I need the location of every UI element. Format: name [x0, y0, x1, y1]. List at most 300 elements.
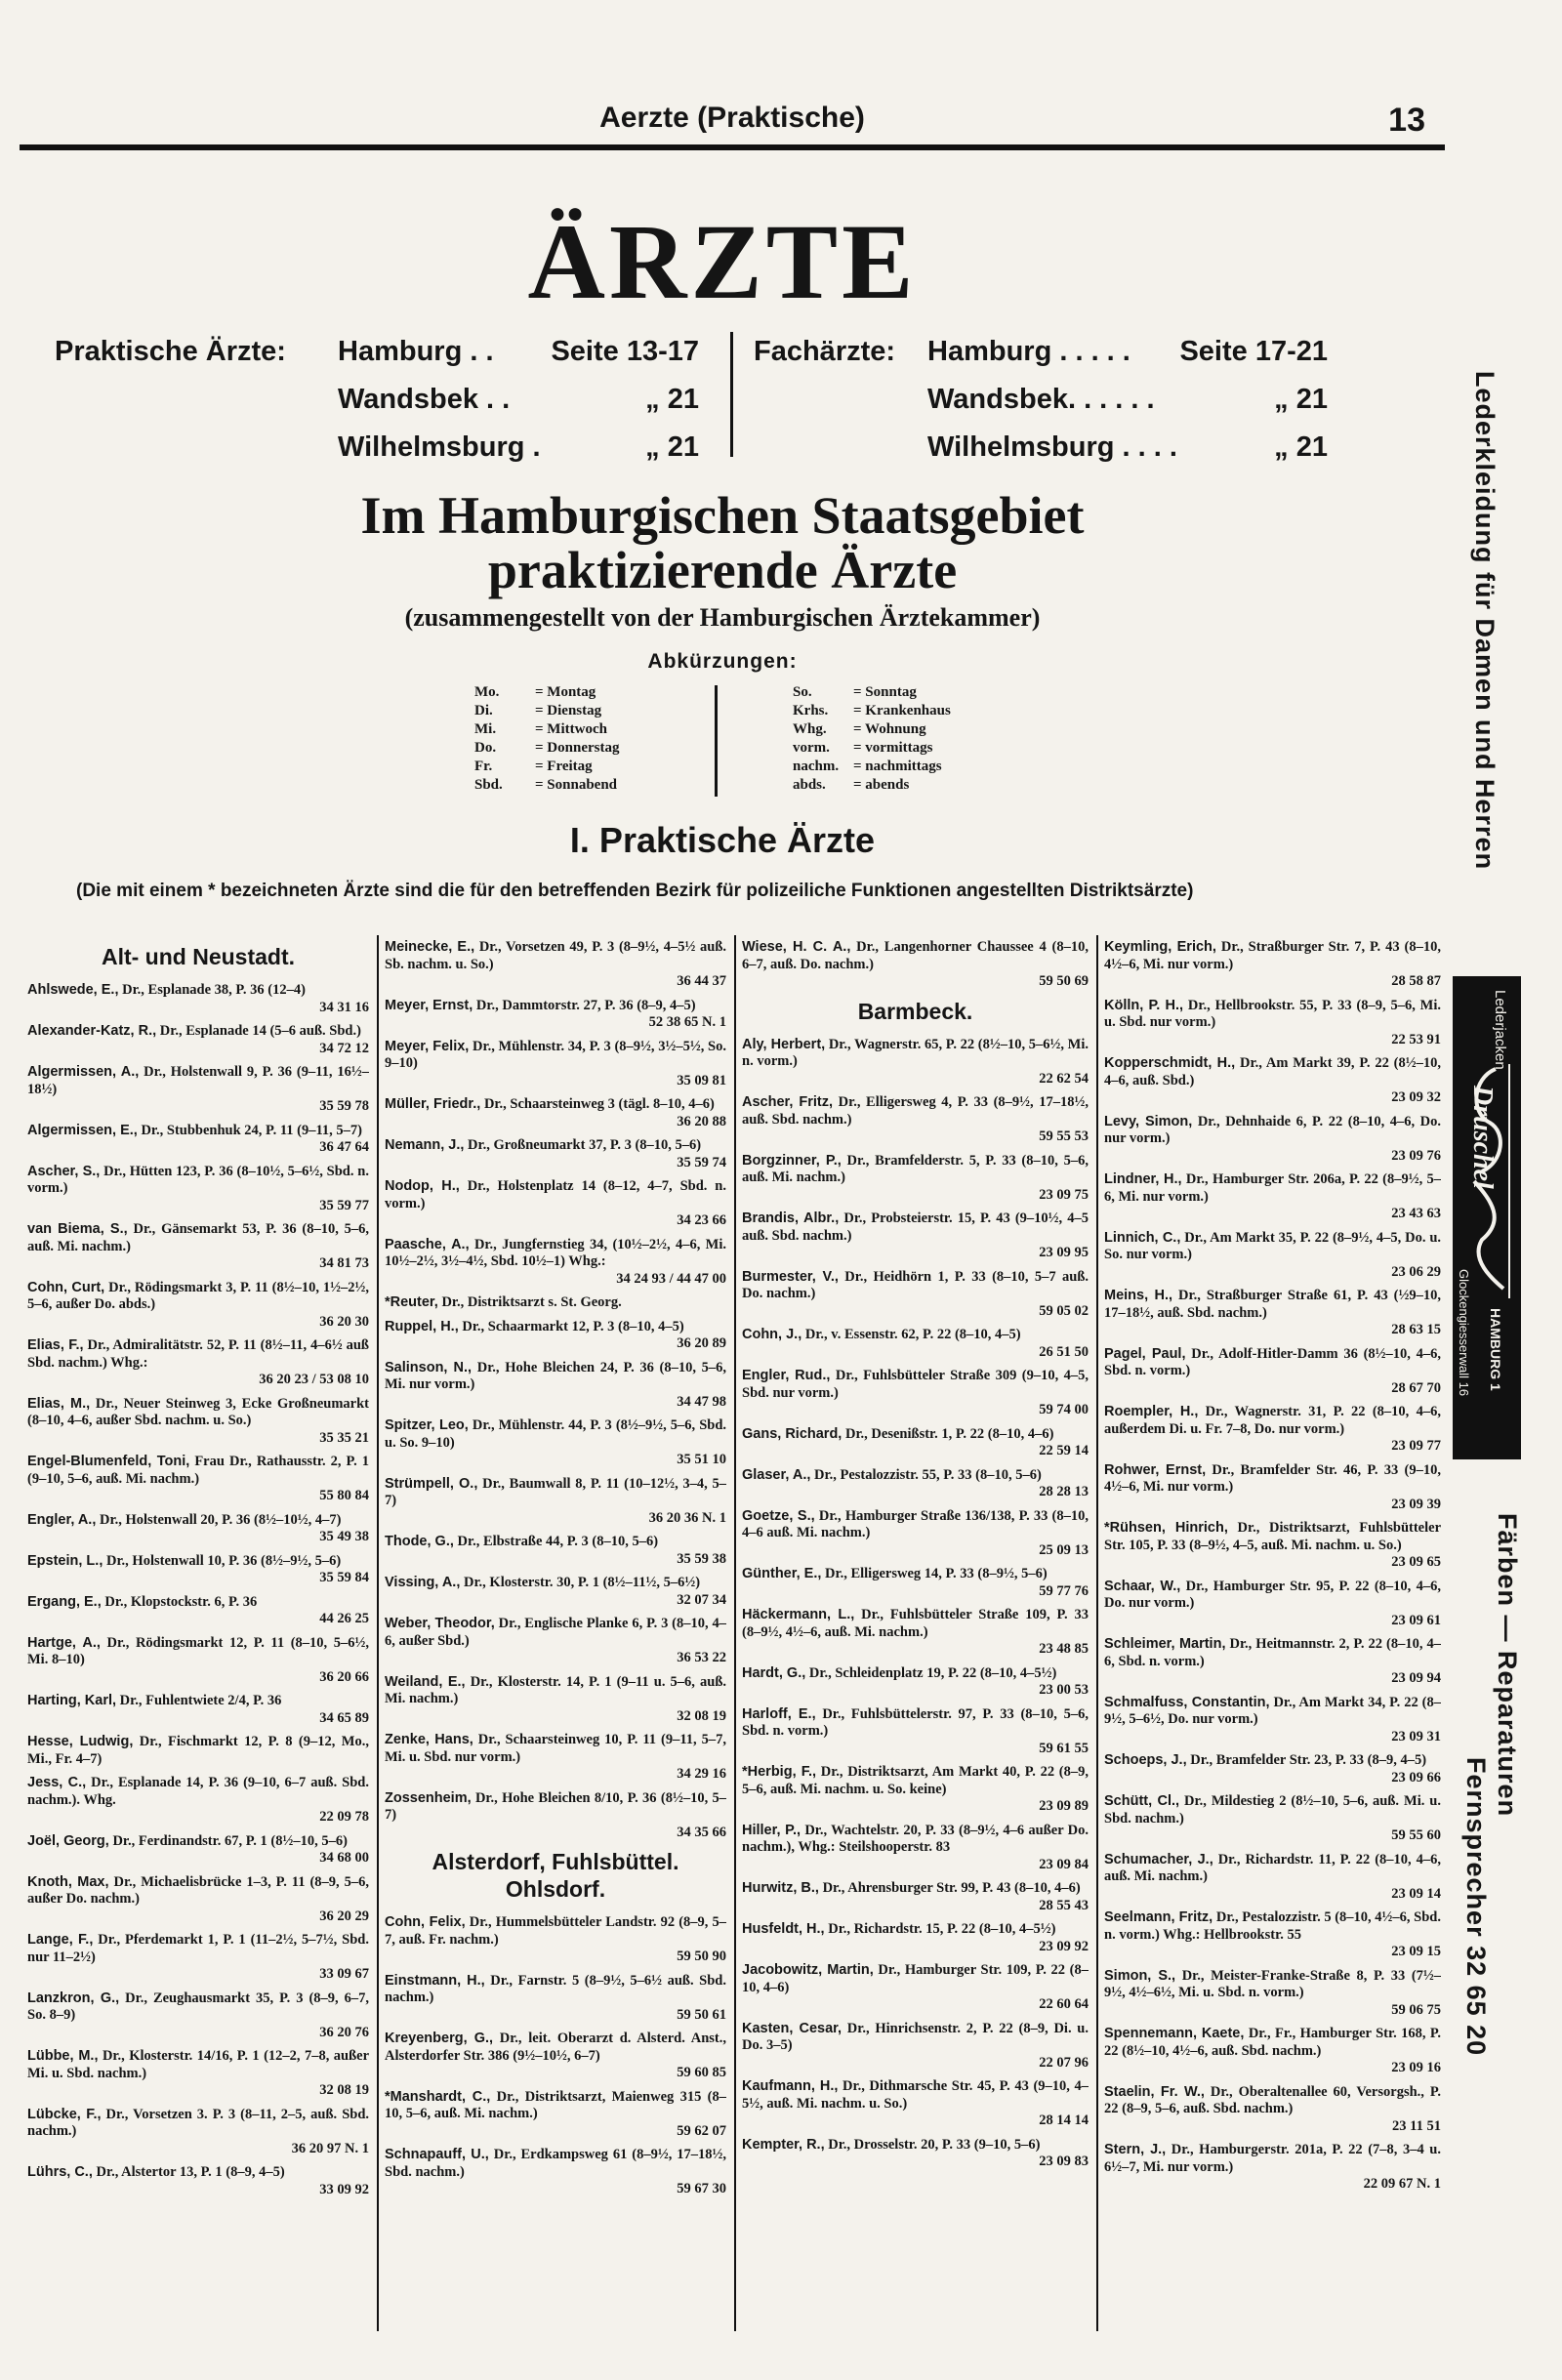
doctor-details: Dr., Holstenwall 10, P. 36 (8½–9½, 5–6): [105, 1552, 342, 1569]
doctor-name: Roempler, H.,: [1104, 1404, 1199, 1419]
doctor-details: Dr., Desenißstr. 1, P. 22 (8–10, 4–6): [844, 1425, 1054, 1442]
phone-number: 59 61 55: [1039, 1740, 1089, 1756]
doctor-entry: [1104, 2026, 1441, 2077]
doctor-entry: [385, 1616, 726, 1667]
phone-number: 25 09 13: [1039, 1541, 1089, 1558]
phone-number: 34 47 98: [677, 1393, 726, 1410]
logo-city: HAMBURG 1: [1488, 1308, 1503, 1391]
doctor-name: Staelin, Fr. W.,: [1104, 2083, 1205, 2100]
doctor-details: Dr., Fuhlsbütteler Straße 109, P. 33 (8–9½, 4½–6, auß. Mi. nachm.): [742, 1607, 1089, 1640]
doctor-name: Meyer, Felix,: [385, 1038, 470, 1054]
phone-number: 55 80 84: [319, 1488, 369, 1503]
phone-number: 34 72 12: [319, 1040, 369, 1056]
phone-number: 23 09 89: [1039, 1798, 1089, 1814]
doctor-details: Dr., Vorsetzen 3. P. 3 (8–11, 2–5, auß. Sbd. nachm.): [27, 2106, 369, 2139]
doctor-details: Dr., Rödingsmarkt 12, P. 11 (8–10, 5–6½, Mi. 8–10): [27, 1634, 369, 1667]
phone-number: 34 35 66: [677, 1824, 726, 1840]
phone-number: 28 28 13: [1039, 1484, 1089, 1499]
phone-number: 28 63 15: [1391, 1322, 1441, 1337]
doctor-entry: [742, 939, 1089, 991]
doctor-entry: [27, 1337, 369, 1389]
doctor-details: Dr., Jungfernstieg 34, (10½–2½, 4–6, Mi. 10½–2½, 3½–4½, Sbd. 10½–1) Whg.:: [385, 1236, 726, 1269]
doctor-entry: [27, 1221, 369, 1273]
doctor-details: Dr., Klosterstr. 30, P. 1 (8½–11½, 5–6½): [463, 1575, 701, 1590]
abbr-key: Sbd.: [474, 777, 503, 793]
phone-number: 59 50 61: [677, 2006, 726, 2023]
doctor-entry: [1104, 1462, 1441, 1514]
doctor-name: Aly, Herbert,: [742, 1036, 826, 1052]
phone-number: 22 09 78: [319, 1809, 369, 1825]
doctor-name: Einstmann, H.,: [385, 1972, 485, 1989]
doctor-details: Dr., Wagnerstr. 31, P. 22 (8–10, 4–6, außerdem Di. u. Fr. 7–8, Do. nur vorm.): [1104, 1404, 1441, 1437]
doctor-name: Ahlswede, E.,: [27, 982, 119, 998]
phone-number: 23 48 85: [1039, 1641, 1089, 1657]
logo-street: Glockengiesserwall 16: [1457, 1269, 1471, 1397]
phone-number: 59 74 00: [1039, 1402, 1089, 1417]
doctor-entry: [1104, 1636, 1441, 1688]
doctor-name: Harting, Karl,: [27, 1693, 117, 1708]
doctor-details: Dr., Esplanade 38, P. 36 (12–4): [122, 982, 306, 998]
doctor-details: Dr., Mühlenstr. 44, P. 3 (8½–9½, 5–6, Sbd. u. So. 9–10): [385, 1417, 726, 1451]
doctor-details: Dr., Erdkampsweg 61 (8–9½, 17–18½, Sbd. nachm.): [385, 2147, 726, 2180]
doctor-entry: [27, 1874, 369, 1926]
phone-number: 23 09 65: [1391, 1554, 1441, 1570]
doctor-name: Ascher, S.,: [27, 1163, 101, 1179]
doctor-name: *Rühsen, Hinrich,: [1104, 1520, 1228, 1536]
doctor-entry: [385, 1534, 726, 1568]
doctor-name: Levy, Simon,: [1104, 1113, 1193, 1129]
doctor-entry: [385, 1096, 726, 1130]
doctor-name: Schütt, Cl.,: [1104, 1793, 1180, 1809]
doctor-details: Dr., Klopstockstr. 6, P. 36: [104, 1593, 258, 1610]
doctor-details: Dr., Heitmannstr. 2, P. 22 (8–10, 4–6, Sbd. n. vorm.): [1104, 1636, 1441, 1669]
phone-number: 23 11 51: [1392, 2117, 1441, 2134]
phone-number: 34 81 73: [319, 1255, 369, 1271]
abbr-value: = Dienstag: [535, 703, 602, 718]
phone-number: 23 09 14: [1391, 1885, 1441, 1902]
doctor-details: Dr., Dammtorstr. 27, P. 36 (8–9, 4–5): [475, 997, 696, 1013]
doctor-name: Spennemann, Kaete,: [1104, 2026, 1245, 2041]
toc-page: „ 21: [1274, 384, 1328, 415]
doctor-name: Wiese, H. C. A.,: [742, 939, 851, 955]
phone-number: 23 09 75: [1039, 1186, 1089, 1203]
phone-number: 36 20 88: [677, 1113, 726, 1129]
phone-number: 23 09 94: [1391, 1670, 1441, 1686]
doctor-entry: [1104, 939, 1441, 991]
doctor-details: Dr., Distriktsarzt, Maienweg 315 (8–10, 5–6, auß. Mi. nachm.): [385, 2088, 726, 2121]
doctor-name: Seelmann, Fritz,: [1104, 1909, 1213, 1925]
doctor-entry: [27, 1932, 369, 1984]
doctor-details: Dr., Baumwall 8, P. 11 (10–12½, 3–4, 5–7): [385, 1475, 726, 1508]
toc-right-label: Fachärzte:: [754, 336, 896, 367]
abbr-value: = Montag: [535, 684, 596, 700]
phone-number: 36 53 22: [677, 1650, 726, 1665]
doctor-name: Hartge, A.,: [27, 1634, 101, 1651]
doctor-entry: [1104, 1968, 1441, 2020]
doctor-entry: [385, 1790, 726, 1842]
doctor-name: Hesse, Ludwig,: [27, 1734, 134, 1749]
doctor-details: Dr., Hummelsbütteler Landstr. 92 (8–9, 5–7, auß. Fr. nachm.): [385, 1914, 726, 1948]
phone-number: 23 09 32: [1391, 1089, 1441, 1105]
phone-number: 52 38 65 N. 1: [648, 1014, 726, 1030]
doctor-name: Meyer, Ernst,: [385, 997, 473, 1013]
doctor-name: Ascher, Fritz,: [742, 1094, 834, 1110]
doctor-details: Dr., Schaarsteinweg 10, P. 11 (9–11, 5–7, Mi. u. Sbd. nur vorm.): [385, 1732, 726, 1765]
ad-dyeing-repairs: Färben — Reparaturen: [1493, 1513, 1522, 1818]
phone-number: 36 20 23 / 53 08 10: [259, 1372, 369, 1387]
doctor-entry: [742, 1327, 1089, 1361]
doctor-details: Frau Dr., Rathausstr. 2, P. 1 (9–10, 5–6, auß. Mi. nachm.): [27, 1454, 369, 1487]
phone-number: 23 09 84: [1039, 1856, 1089, 1872]
doctor-name: Lübcke, F.,: [27, 2106, 102, 2122]
doctor-entry: [27, 1164, 369, 1215]
phone-number: 34 23 66: [677, 1212, 726, 1228]
abbreviations-right: [793, 683, 951, 795]
doctor-name: Jess, C.,: [27, 1775, 87, 1790]
doctor-name: Burmester, V.,: [742, 1268, 839, 1285]
abbr-value: = Sonnabend: [535, 777, 618, 793]
doctor-details: Dr., Fischmarkt 12, P. 8 (9–12, Mo., Mi., Fr. 4–7): [27, 1734, 369, 1767]
toc-divider: [730, 332, 733, 457]
doctor-details: Dr., Hamburgerstr. 201a, P. 22 (7–8, 3–4 u. 6½–7, Mi. nur vorm.): [1104, 2142, 1441, 2175]
doctor-details: Dr., Holstenplatz 14 (8–12, 4–7, Sbd. n. vorm.): [385, 1178, 726, 1211]
doctor-entry: [1104, 1346, 1441, 1398]
phone-number: 23 09 83: [1039, 2154, 1089, 2169]
listing-column-1: [27, 939, 369, 2330]
toc-page: Seite 17-21: [1179, 336, 1328, 367]
phone-number: 59 77 76: [1039, 1582, 1089, 1599]
main-title: ÄRZTE: [527, 202, 918, 321]
phone-number: 22 07 96: [1039, 2054, 1089, 2071]
doctor-entry: [1104, 1520, 1441, 1572]
doctor-entry: [27, 1734, 369, 1768]
doctor-details: Dr., Hinrichsenstr. 2, P. 22 (8–9, Di. u. Do. 3–5): [742, 2020, 1089, 2053]
doctor-details: Dr., Mühlenstr. 34, P. 3 (8–9½, 3½–5½, So. 9–10): [385, 1038, 726, 1071]
doctor-name: Thode, G.,: [385, 1534, 454, 1549]
abbr-value: = Donnerstag: [535, 740, 620, 756]
column-rule: [377, 935, 379, 2331]
doctor-details: Dr., Klosterstr. 14, P. 1 (9–11 u. 5–6, auß. Mi. nachm.): [385, 1673, 726, 1706]
doctor-details: Dr., Hamburger Str. 95, P. 22 (8–10, 4–6, Do. nur vorm.): [1104, 1578, 1441, 1611]
doctor-entry: [742, 1880, 1089, 1914]
doctor-entry: [742, 1467, 1089, 1501]
abbr-key: Di.: [474, 703, 493, 718]
doctor-entry: [742, 1823, 1089, 1874]
doctor-entry: [27, 1123, 369, 1157]
doctor-entry: [385, 1575, 726, 1609]
advertisement-logo: [1453, 976, 1521, 1459]
toc-place: Hamburg . . . . .: [927, 336, 1130, 367]
doctor-details: Dr., Esplanade 14, P. 36 (9–10, 6–7 auß. Sbd. nachm.). Whg.: [27, 1775, 369, 1808]
doctor-name: Nodop, H.,: [385, 1178, 460, 1194]
doctor-name: Lübbe, M.,: [27, 2048, 99, 2064]
doctor-name: *Reuter,: [385, 1294, 438, 1310]
doctor-details: Dr., Zeughausmarkt 35, P. 3 (8–9, 6–7, So. 8–9): [27, 1990, 369, 2023]
doctor-details: Dr., Dithmarsche Str. 45, P. 43 (9–10, 4–5½, auß. Mi. nachm. u. So.): [742, 2078, 1089, 2112]
phone-number: 36 20 89: [677, 1335, 726, 1351]
doctor-details: Dr., leit. Oberarzt d. Alsterd. Anst., Alsterdorfer Str. 386 (9½–10½, 6–7): [385, 2031, 726, 2064]
doctor-name: van Biema, S.,: [27, 1221, 128, 1237]
doctor-details: Dr., Straßburger Str. 7, P. 43 (8–10, 4½–6, Mi. nur vorm.): [1104, 939, 1441, 972]
doctor-entry: [742, 1211, 1089, 1262]
doctor-entry: [1104, 998, 1441, 1049]
phone-number: 22 09 67 N. 1: [1363, 2176, 1441, 2192]
doctor-name: Alexander-Katz, R.,: [27, 1023, 157, 1039]
doctor-entry: [742, 1269, 1089, 1321]
doctor-name: Cohn, J.,: [742, 1327, 802, 1342]
abbr-value: = Sonntag: [853, 684, 917, 700]
doctor-name: Kreyenberg, G.,: [385, 2031, 494, 2046]
doctor-entry: [742, 1368, 1089, 1419]
doctor-details: Dr., Oberaltenallee 60, Versorgsh., P. 22 (8–9, 5–6, auß. Sbd. nachm.): [1104, 2083, 1441, 2116]
doctor-entry: [742, 1566, 1089, 1600]
doctor-entry: [27, 1512, 369, 1546]
doctor-entry: [385, 939, 726, 991]
doctor-details: Dr., Hamburger Str. 206a, P. 22 (8–9½, 5–6, Mi. nur vorm.): [1104, 1171, 1441, 1205]
doctor-name: Cohn, Felix,: [385, 1914, 466, 1930]
doctor-name: Kasten, Cesar,: [742, 2020, 843, 2036]
doctor-entry: [27, 1693, 369, 1727]
doctor-entry: [27, 1775, 369, 1826]
phone-number: 32 07 34: [677, 1591, 726, 1608]
toc-left: [55, 328, 699, 472]
phone-number: 23 09 76: [1391, 1147, 1441, 1164]
doctor-entry: [742, 1962, 1089, 2014]
abbreviations-title: Abkürzungen:: [647, 650, 798, 673]
toc-right: [754, 328, 1328, 472]
doctor-entry: [742, 1921, 1089, 1955]
doctor-details: Dr., Ahrensburger Str. 99, P. 43 (8–10, 4–6): [822, 1880, 1081, 1896]
doctor-details: Dr., Holstenwall 20, P. 36 (8½–10½, 4–7): [100, 1511, 342, 1528]
doctor-entry: [742, 2078, 1089, 2130]
phone-number: 23 09 95: [1039, 1245, 1089, 1260]
phone-number: 59 67 30: [677, 2181, 726, 2196]
doctor-details: Dr., Am Markt 34, P. 22 (8–9½, 5–6½, Do. nur vorm.): [1104, 1694, 1441, 1727]
listing-column-4: [1104, 939, 1441, 2330]
phone-number: 23 09 39: [1391, 1496, 1441, 1512]
doctor-details: Dr., Schleidenplatz 19, P. 22 (8–10, 4–5½): [808, 1664, 1057, 1681]
phone-number: 35 35 21: [319, 1429, 369, 1446]
doctor-details: Dr., Schaarmarkt 12, P. 3 (8–10, 4–5): [462, 1318, 684, 1334]
phone-number: 36 20 36 N. 1: [648, 1509, 726, 1526]
doctor-details: Dr., Adolf-Hitler-Damm 36 (8½–10, 4–6, Sbd. n. vorm.): [1104, 1345, 1441, 1378]
running-header: [20, 102, 1445, 150]
doctor-name: Müller, Friedr.,: [385, 1096, 481, 1112]
phone-number: 22 53 91: [1391, 1031, 1441, 1047]
doctor-details: Dr., Alstertor 13, P. 1 (8–9, 4–5): [96, 2164, 285, 2180]
doctor-name: Lindner, H.,: [1104, 1171, 1182, 1187]
phone-number: 35 59 74: [677, 1154, 726, 1170]
doctor-details: Dr., Holstenwall 9, P. 36 (9–11, 16½–18½): [27, 1064, 369, 1097]
phone-number: 28 14 14: [1039, 2113, 1089, 2128]
phone-number: 28 58 87: [1391, 973, 1441, 989]
phone-number: 35 59 77: [319, 1197, 369, 1213]
doctor-name: Kopperschmidt, H.,: [1104, 1055, 1236, 1071]
phone-number: 23 09 16: [1391, 2060, 1441, 2075]
doctor-name: Häckermann, L.,: [742, 1607, 855, 1622]
doctor-entry: [742, 1153, 1089, 1205]
doctor-name: Ruppel, H.,: [385, 1318, 459, 1334]
toc-page: „ 21: [645, 384, 699, 415]
doctor-entry: [385, 1674, 726, 1726]
doctor-details: Dr., Meister-Franke-Straße 8, P. 33 (7½–9½, 4½–6½, Mi. u. Sbd. n. vorm.): [1104, 1967, 1441, 2000]
doctor-name: Paasche, A.,: [385, 1236, 470, 1252]
doctor-entry: [742, 1426, 1089, 1460]
abbr-key: Do.: [474, 740, 497, 756]
phone-number: 23 09 66: [1391, 1769, 1441, 1785]
heading-line2: praktizierende Ärzte: [487, 541, 958, 599]
doctor-name: Weber, Theodor,: [385, 1616, 495, 1631]
doctor-entry: [742, 1665, 1089, 1700]
doctor-entry: [385, 1178, 726, 1230]
phone-number: 35 59 78: [319, 1098, 369, 1114]
district-heading: Alsterdorf, Fuhlsbüttel. Ohlsdorf.: [432, 1849, 679, 1902]
doctor-details: Dr., Michaelisbrücke 1–3, P. 11 (8–9, 5–6, außer Do. nachm.): [27, 1873, 369, 1907]
doctor-entry: [385, 1360, 726, 1412]
doctor-details: Dr., Admiralitätstr. 52, P. 11 (8½–11, 4–6½ auß Sbd. nachm.) Whg.:: [27, 1337, 369, 1371]
doctor-entry: [1104, 1909, 1441, 1961]
doctor-name: Ergang, E.,: [27, 1593, 102, 1610]
phone-number: 36 47 64: [319, 1139, 369, 1155]
doctor-details: Dr., Bramfelder Str. 46, P. 33 (9–10, 4½–6, Mi. nur vorm.): [1104, 1461, 1441, 1495]
doctor-details: Dr., Stubbenhuk 24, P. 11 (9–11, 5–7): [141, 1122, 363, 1138]
abbr-key: Whg.: [793, 721, 827, 737]
listing-column-3: [742, 939, 1089, 2330]
doctor-details: Dr., Ferdinandstr. 67, P. 1 (8½–10, 5–6): [112, 1832, 348, 1849]
phone-number: 23 09 77: [1391, 1438, 1441, 1454]
page-number: 13: [1388, 102, 1425, 139]
phone-number: 23 09 92: [1039, 1938, 1089, 1954]
abbreviations-divider: [715, 685, 718, 797]
doctor-name: Linnich, C.,: [1104, 1229, 1181, 1246]
doctor-details: Dr., Bramfelder Str. 23, P. 33 (8–9, 4–5): [1190, 1752, 1427, 1768]
toc-place: Hamburg . .: [338, 336, 494, 367]
doctor-name: Hardt, G.,: [742, 1664, 806, 1681]
listing-column-2: [385, 939, 726, 2330]
phone-number: 35 59 84: [319, 1570, 369, 1585]
doctor-name: Schaar, W.,: [1104, 1578, 1181, 1594]
ad-telephone: Fernsprecher 32 65 20: [1461, 1757, 1491, 2057]
doctor-details: Dr., Neuer Steinweg 3, Ecke Großneumarkt (8–10, 4–6, außer Sbd. nachm. u. So.): [27, 1395, 369, 1428]
doctor-name: Knoth, Max,: [27, 1873, 109, 1890]
phone-number: 23 09 15: [1391, 1944, 1441, 1959]
doctor-details: Dr., Langenhorner Chaussee 4 (8–10, 6–7, auß. Do. nachm.): [742, 939, 1089, 972]
doctor-name: Elias, M.,: [27, 1395, 91, 1412]
doctor-details: Dr., Richardstr. 15, P. 22 (8–10, 4–5½): [828, 1921, 1056, 1937]
section-heading: [0, 488, 1445, 597]
doctor-details: Dr., Elbstraße 44, P. 3 (8–10, 5–6): [457, 1534, 659, 1549]
doctor-entry: [385, 1973, 726, 2025]
abbr-key: nachm.: [793, 759, 840, 774]
doctor-name: Gans, Richard,: [742, 1425, 843, 1442]
doctor-entry: [27, 1454, 369, 1505]
doctor-name: Stern, J.,: [1104, 2142, 1167, 2157]
phone-number: 36 20 66: [319, 1668, 369, 1685]
doctor-details: Dr., Schaarsteinweg 3 (tägl. 8–10, 4–6): [483, 1096, 715, 1112]
doctor-name: Engler, A.,: [27, 1511, 97, 1528]
phone-number: 23 06 29: [1391, 1263, 1441, 1280]
doctor-name: Nemann, J.,: [385, 1137, 465, 1153]
doctor-entry: [1104, 1114, 1441, 1166]
doctor-name: Keymling, Erich,: [1104, 939, 1216, 955]
phone-number: 22 59 14: [1039, 1443, 1089, 1458]
logo-brand-text: Druschel: [1467, 1086, 1498, 1189]
phone-number: 35 49 38: [319, 1529, 369, 1544]
doctor-details: Dr., v. Essenstr. 62, P. 22 (8–10, 4–5): [804, 1327, 1021, 1342]
doctor-entry: [742, 1508, 1089, 1560]
doctor-details: Dr., Distriktsarzt, Am Markt 40, P. 22 (8–9, 5–6, auß. Mi. nachm. u. So. keine): [742, 1764, 1089, 1797]
doctor-entry: [27, 1023, 369, 1057]
doctor-entry: [1104, 1171, 1441, 1223]
doctor-entry: [1104, 1793, 1441, 1845]
doctor-name: Goetze, S.,: [742, 1507, 815, 1524]
doctor-name: Kempter, R.,: [742, 2136, 825, 2153]
abbr-value: = abends: [853, 777, 910, 793]
doctor-name: Simon, S.,: [1104, 1967, 1176, 1984]
doctor-entry: [742, 1037, 1089, 1088]
doctor-name: Engler, Rud.,: [742, 1368, 831, 1383]
abbreviations-left: [474, 683, 619, 795]
doctor-name: Schumacher, J.,: [1104, 1851, 1213, 1867]
doctor-entry: [385, 1237, 726, 1289]
doctor-entry: [27, 2048, 369, 2100]
doctor-name: Schleimer, Martin,: [1104, 1636, 1226, 1652]
doctor-entry: [27, 1396, 369, 1448]
district-heading: Barmbeck.: [857, 998, 973, 1024]
phone-number: 22 60 64: [1039, 1996, 1089, 2012]
doctor-details: Dr., Hohe Bleichen 24, P. 36 (8–10, 5–6, Mi. nur vorm.): [385, 1359, 726, 1392]
doctor-details: Dr., Englische Planke 6, P. 3 (8–10, 4–6, außer Sbd.): [385, 1616, 726, 1649]
doctor-details: Dr., Großneumarkt 37, P. 3 (8–10, 5–6): [468, 1137, 702, 1153]
doctor-entry: [742, 1607, 1089, 1659]
doctor-name: Schnapauff, U.,: [385, 2147, 489, 2162]
toc-place: Wilhelmsburg .: [338, 431, 541, 463]
doctor-entry: [385, 1914, 726, 1966]
doctor-details: Dr., Distriktsarzt s. St. Georg.: [441, 1294, 622, 1310]
toc-place: Wilhelmsburg . . . .: [927, 431, 1177, 463]
doctor-details: Dr., Rödingsmarkt 3, P. 11 (8½–10, 1½–2½, 5–6, außer Do. abds.): [27, 1279, 369, 1312]
doctor-entry: [385, 1294, 726, 1312]
phone-number: 34 31 16: [319, 999, 369, 1015]
doctor-entry: [27, 1594, 369, 1628]
doctor-entry: [1104, 1695, 1441, 1746]
phone-number: 23 09 61: [1391, 1612, 1441, 1628]
toc-page: „ 21: [1274, 431, 1328, 463]
doctor-details: Dr., Fuhlsbüttelerstr. 97, P. 33 (8–10, 5–6, Sbd. n. vorm.): [742, 1705, 1089, 1739]
doctor-details: Dr., Elligersweg 14, P. 33 (8–9½, 5–6): [825, 1566, 1048, 1581]
doctor-details: Dr., Mildestieg 2 (8½–10, 5–6, auß. Mi. u. Sbd. nachm.): [1104, 1793, 1441, 1826]
doctor-entry: [1104, 1288, 1441, 1339]
doctor-name: Salinson, N.,: [385, 1359, 473, 1375]
doctor-details: Dr., Hamburger Straße 136/138, P. 33 (8–10, 4–6 auß. Mi. nachm.): [742, 1507, 1089, 1540]
abbr-value: = nachmittags: [853, 759, 942, 774]
doctor-details: Dr., Hamburger Str. 109, P. 22 (8–10, 4–6): [742, 1962, 1089, 1995]
doctor-name: Hiller, P.,: [742, 1822, 802, 1838]
column-rule: [734, 935, 736, 2331]
doctor-details: Dr., Bramfelderstr. 5, P. 33 (8–10, 5–6, auß. Mi. nachm.): [742, 1152, 1089, 1185]
doctor-details: Dr., Am Markt 39, P. 22 (8½–10, 4–6, auß. Sbd.): [1104, 1055, 1441, 1088]
doctor-name: Algermissen, E.,: [27, 1122, 138, 1138]
doctor-entry: [385, 998, 726, 1032]
phone-number: 36 20 97 N. 1: [291, 2140, 369, 2156]
doctor-details: Dr., Fuhlsbütteler Straße 309 (9–10, 4–5, Sbd. nur vorm.): [742, 1368, 1089, 1401]
doctor-entry: [385, 2147, 726, 2198]
doctor-details: Dr., Pferdemarkt 1, P. 1 (11–2½, 5–7½, Sbd. nur 11–2½): [27, 1932, 369, 1965]
doctor-details: Dr., Hütten 123, P. 36 (8–10½, 5–6½, Sbd. n. vorm.): [27, 1163, 369, 1196]
phone-number: 36 44 37: [677, 973, 726, 989]
phone-number: 32 08 19: [319, 2082, 369, 2098]
doctor-details: Dr., Probsteierstr. 15, P. 43 (9–10½, 4–5 auß. Sbd. nachm.): [742, 1211, 1089, 1244]
